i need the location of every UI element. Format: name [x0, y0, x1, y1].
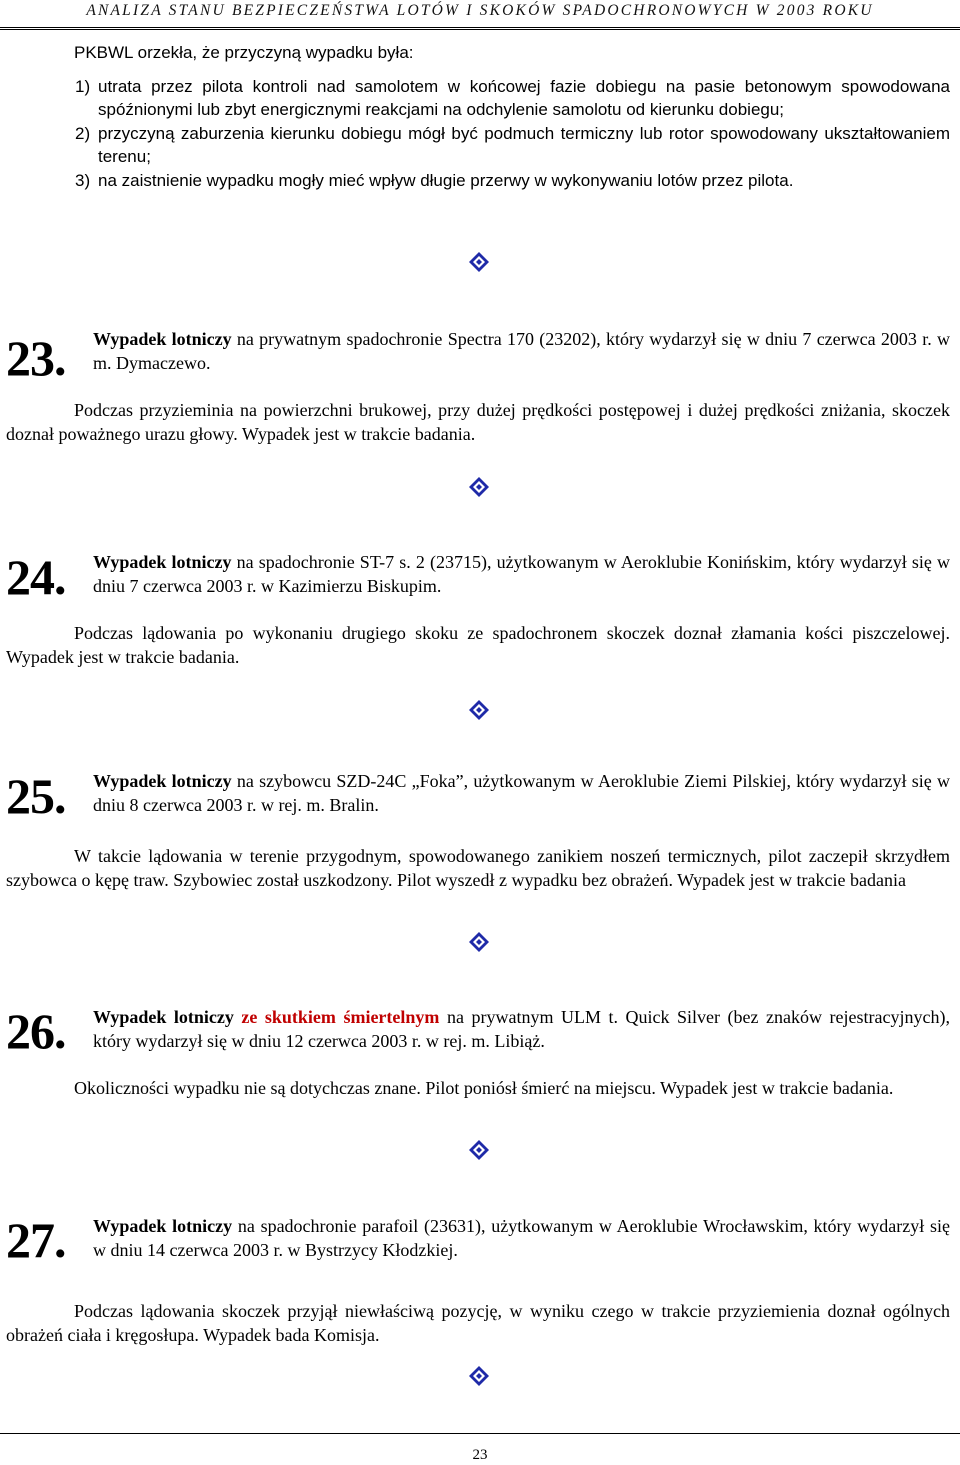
accident-title: Wypadek lotniczy ze skutkiem śmiertelnym na prywatnym ULM t. Quick Silver (bez znaków rejestracyjnych), który wydarzył się w dniu 12 czerwca 2003 r. w rej. m. Libiąż. — [93, 1007, 950, 1051]
accident-number: 25. — [6, 768, 66, 824]
cause-item: 2) przyczyną zaburzenia kierunku dobiegu mógł być podmuch termiczny lub rotor spowodowany ukształtowaniem terenu; — [75, 124, 950, 166]
footer-rule — [0, 1433, 960, 1434]
accident-title: Wypadek lotniczy na spadochronie parafoil (23631), użytkowanym w Aeroklubie Wrocławskim, który wydarzył się w dniu 14 czerwca 2003 r. w Bystrzycy Kłodzkiej. — [93, 1216, 951, 1260]
accident-description: Podczas lądowania skoczek przyjął niewłaściwą pozycję, w wyniku czego w trakcie przyziemienia doznał ogólnych obrażeń ciała i kręgosłupa. Wypadek bada Komisja. — [6, 1301, 950, 1345]
diamond-ornament-icon — [468, 251, 490, 273]
diamond-ornament-icon — [468, 1365, 490, 1387]
diamond-ornament-icon — [468, 1139, 490, 1161]
diamond-ornament-icon — [468, 931, 490, 953]
diamond-ornament-icon — [468, 699, 490, 721]
accident-description: Podczas przyzieminia na powierzchni brukowej, przy dużej prędkości postępowej i dużej prędkości zniżania, skoczek doznał poważnego urazu głowy. Wypadek jest w trakcie badania. — [6, 400, 950, 444]
page-number: 23 — [472, 1447, 488, 1463]
accident-number: 24. — [6, 549, 66, 605]
header-rule — [0, 27, 960, 30]
cause-item: 3) na zaistnienie wypadku mogły mieć wpływ długie przerwy w wykonywaniu lotów przez pilota. — [75, 171, 794, 190]
accident-title: Wypadek lotniczy na spadochronie ST-7 s. 2 (23715), użytkowanym w Aeroklubie Konińskim, który wydarzył się w dniu 7 czerwca 2003 r. w Kazimierzu Biskupim. — [93, 552, 950, 596]
accident-title: Wypadek lotniczy na szybowcu SZD-24C „Foka”, użytkowanym w Aeroklubie Ziemi Pilskiej, który wydarzył się w dniu 8 czerwca 2003 r. w rej. m. Bralin. — [93, 771, 950, 815]
accident-number: 26. — [6, 1003, 66, 1059]
accident-number: 27. — [6, 1212, 66, 1268]
accident-description: Okoliczności wypadku nie są dotychczas znane. Pilot poniósł śmierć na miejscu. Wypadek jest w trakcie badania. — [74, 1078, 894, 1098]
diamond-ornament-icon — [468, 476, 490, 498]
cause-list — [75, 75, 950, 193]
running-header: ANALIZA STANU BEZPIECZEŃSTWA LOTÓW I SKOKÓW SPADOCHRONOWYCH W 2003 ROKU — [86, 2, 874, 19]
cause-item: 1) utrata przez pilota kontroli nad samolotem w końcowej fazie dobiegu na pasie betonowym spowodowana spóźnionymi lub zbyt energicznymi reakcjami na odchylenie samolotu od kierunku dobiegu; — [75, 77, 950, 119]
accident-number: 23. — [6, 330, 66, 386]
accident-description: Podczas lądowania po wykonaniu drugiego skoku ze spadochronem skoczek doznał złamania kości piszczelowej. Wypadek jest w trakcie badania. — [6, 623, 950, 667]
intro-heading: PKBWL orzekła, że przyczyną wypadku była: — [74, 43, 414, 62]
accident-title: Wypadek lotniczy na prywatnym spadochronie Spectra 170 (23202), który wydarzył się w dniu 7 czerwca 2003 r. w m. Dymaczewo. — [93, 329, 950, 373]
accident-description: W takcie lądowania w terenie przygodnym, spowodowanego zanikiem noszeń termicznych, pilot zaczepił skrzydłem szybowca o kępę traw. Szybowiec został uszkodzony. Pilot wyszedł z wypadku bez obrażeń. Wypadek jest w trakcie badania — [6, 846, 950, 890]
